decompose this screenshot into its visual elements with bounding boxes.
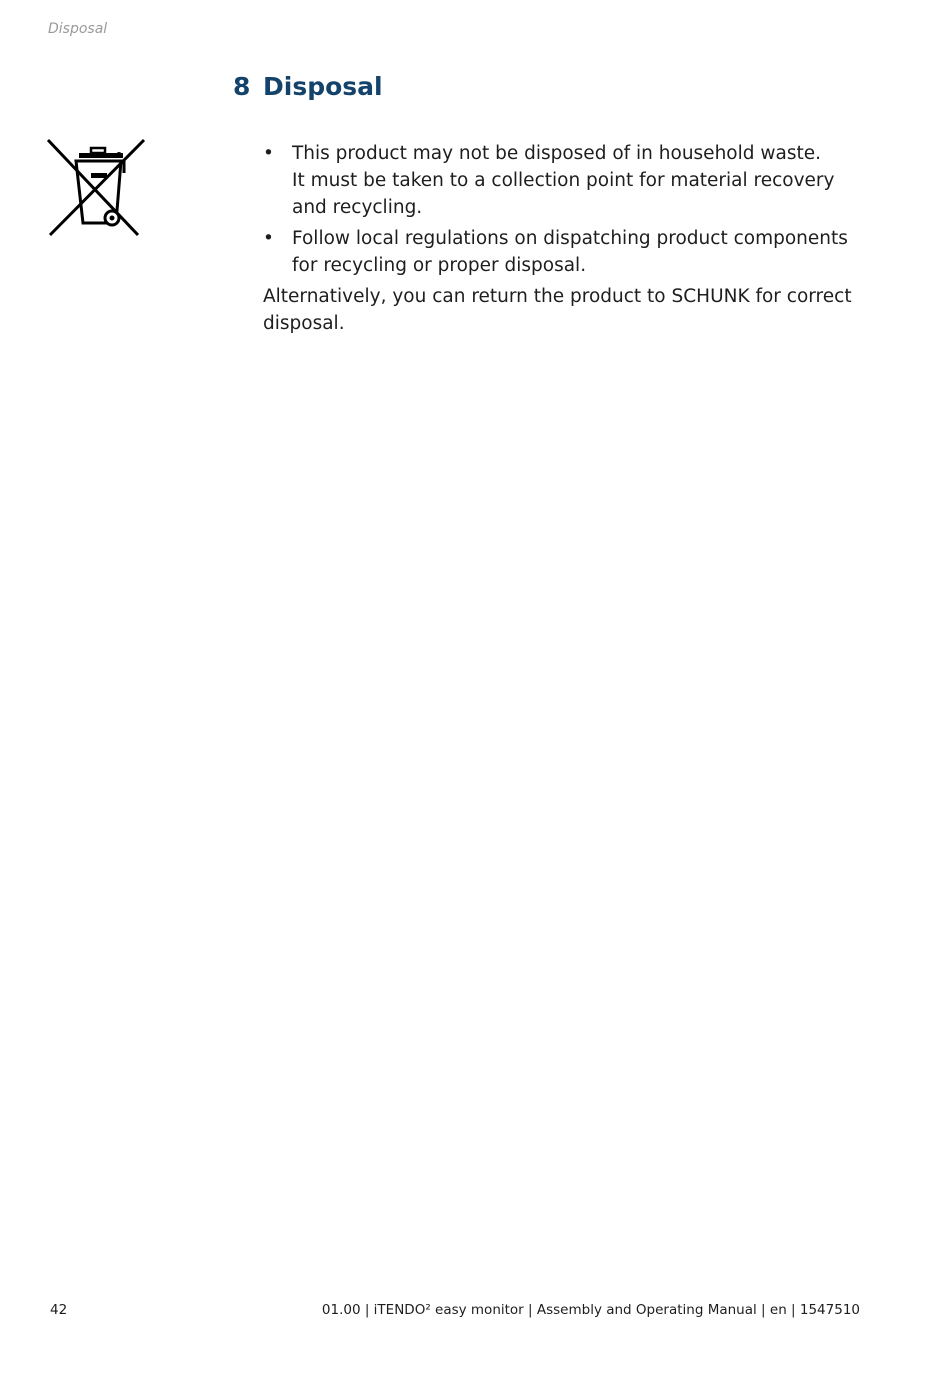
list-item [263,225,863,279]
bullet-text-line: Follow local regulations on dispatching product components [292,228,848,249]
bullet-text-line: This product may not be disposed of in household waste. [292,143,821,164]
bullet-list [263,140,863,279]
crossed-out-wheelie-bin-icon [46,138,146,238]
running-header: Disposal [48,21,108,37]
bullet-marker: • [263,143,274,164]
closing-paragraph [263,283,863,337]
disposal-content [263,140,863,337]
chapter-heading [233,72,383,101]
bullet-text-line: and recycling. [292,197,423,218]
list-item [263,140,863,221]
paragraph-line: Alternatively, you can return the product to SCHUNK for correct [263,286,852,307]
footer-document-info: 01.00 | iTENDO² easy monitor | Assembly and Operating Manual | en | 1547510 [321,1302,860,1318]
chapter-title: Disposal [263,72,383,101]
page-number: 42 [50,1302,68,1318]
bullet-marker: • [263,228,274,249]
bullet-text-line: for recycling or proper disposal. [292,255,587,276]
bullet-text-line: It must be taken to a collection point for material recovery [292,170,835,191]
paragraph-line: disposal. [263,313,345,334]
chapter-number: 8 [233,72,251,101]
